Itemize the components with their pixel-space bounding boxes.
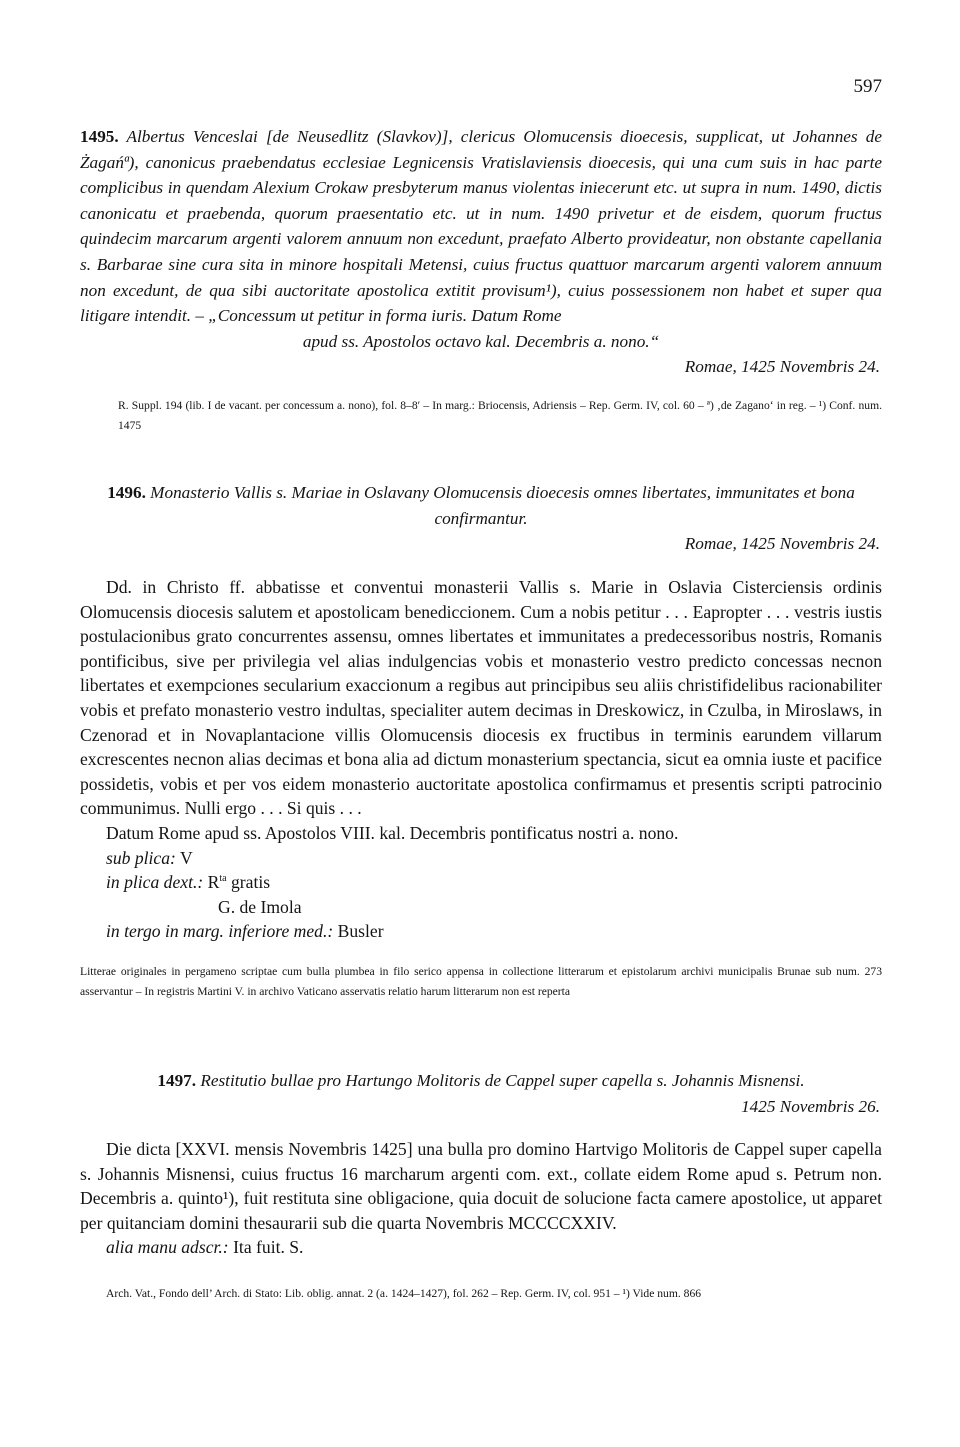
note-text: R. Suppl. 194 (lib. I de vacant. per concessum a. nono), fol. 8–8′ – In marg.: Briocensis, Adriensis – Rep. Germ. IV, col. 60 – ª) ‚de Zagano‘ in reg. – ¹) Conf. num. 1475 bbox=[118, 399, 882, 432]
body-text: Dd. in Christo ff. abbatisse et conventui monasterii Vallis s. Marie in Oslavia Cisterciensis ordinis Olomucensis diocesis salutem et apostolicam benediccionem. Cum a nobis petitur . . . Eapropter . . . vestris iustis postulacionibus grato concurrentes assensu, omnes libertates et immunitates a predecessoribus nostris, Romanis pontificibus, sive per privilegia vel alias indulgencias vobis et monasterio vestro predicto concessas necnon libertates et exempciones secularium exaccionum a regibus aut principibus seu aliis christifidelibus racionabiliter vobis et prefato monasterio vestro indultas, specialiter autem decimas in Dreskowicz, in Czulba, in Miroslaws, in Czenorad et in Novaplantacione villis Olomucensis diocesis ex fructibus in terminis earundem villarum excrescentes necnon alias decimas et bona alia ad dictum monasterium spectancia, sicut ea omnia iuste et pacifice possidetis, vobis et per vos eidem monasterio auctoritate apostolica confirmamus et presentis scripti patrocinio communimus. Nulli ergo . . . Si quis . . . bbox=[80, 577, 882, 819]
sub-plica-line bbox=[80, 846, 882, 871]
regest-text: Albertus Venceslai [de Neusedlitz (Slavkov)], clericus Olomucensis dioecesis, supplicat, ut Johannes de Żagańª), canonicus praebendatus ecclesiae Legnicensis Vratislaviensis dioecesis, qui una cum suis in hac parte complicibus in quendam Alexium Crokaw presbyterum manus violentas iniecerunt etc. ut supra in num. 1490, dictis canonicatu et praebenda, quorum praesentatio etc. ut in num. 1490 privetur et de eisdem, quorum fructus quindecim marcarum argenti valorem annuum non excedunt, praefato Alberto provideatur, non obstante capellania s. Barbarae sine cura sita in minore hospitali Metensi, cuius fructus quattuor marcarum argenti valorem annuum non excedunt, de qua sibi auctoritate apostolica extitit provisum¹), cuius possessionem non habet et super qua litigare intendit. – „Concessum ut petitur in forma iuris. Datum Rome bbox=[80, 127, 882, 326]
note-text: Litterae originales in pergameno scriptae cum bulla plumbea in filo serico appensa in collectione litterarum et epistolarum archivi municipalis Brunae sub num. 273 asservantur – In registris Martini V. in archivo Vaticano asservatis relatio harum litterarum non est reperta bbox=[80, 965, 882, 998]
regest-last-line: apud ss. Apostolos octavo kal. Decembris a. nono.“ bbox=[302, 331, 660, 351]
entry-1495 bbox=[80, 124, 882, 379]
entry-number: 1496. bbox=[107, 483, 146, 502]
note-text: Arch. Vat., Fondo dell’ Arch. di Stato: Lib. oblig. annat. 2 (a. 1424–1427), fol. 262 – Rep. Germ. IV, col. 951 – ¹) Vide num. 866 bbox=[106, 1287, 702, 1300]
regest-text: Restitutio bullae pro Hartungo Molitoris de Cappel super capella s. Johannis Misnensi. bbox=[200, 1071, 805, 1090]
alia-manu-line bbox=[80, 1235, 882, 1260]
in-plica-label: in plica dext.: bbox=[106, 872, 204, 893]
note-1497 bbox=[106, 1284, 882, 1304]
entry-number: 1497. bbox=[157, 1071, 197, 1090]
entry-number: 1495. bbox=[80, 127, 119, 146]
datum-line: Datum Rome apud ss. Apostolos VIII. kal. Decembris pontificatus nostri a. nono. bbox=[106, 822, 679, 843]
page-number: 597 bbox=[853, 76, 882, 97]
in-plica-value: R bbox=[207, 872, 220, 893]
regest-text: Monasterio Vallis s. Mariae in Oslavany Olomucensis dioecesis omnes libertates, immunitates et bona confirmantur. bbox=[150, 483, 855, 528]
in-tergo-value: Busler bbox=[337, 921, 384, 942]
date-line: Romae, 1425 Novembris 24. bbox=[684, 357, 880, 377]
date-line: Romae, 1425 Novembris 24. bbox=[684, 534, 880, 554]
date-line: 1425 Novembris 26. bbox=[741, 1096, 880, 1116]
sub-plica-label: sub plica: bbox=[106, 847, 176, 868]
in-tergo-line bbox=[80, 919, 882, 944]
signer-line: G. de Imola bbox=[218, 896, 302, 917]
body-text: Die dicta [XXVI. mensis Novembris 1425] una bulla pro domino Hartvigo Molitoris de Cappel super capella s. Johannis Misnensi, cuius fructus 16 marcharum argenti com. ext., collate eidem Rome apud s. Petrum non. Decembris a. quinto¹), fuit restituta sine obligacione, quia docuit de solucione facta camere apostolice, ut apparet per quitanciam domini thesaurarii sub die quarta Novembris MCCCCXXIV. bbox=[80, 1139, 882, 1233]
alia-manu-label: alia manu adscr.: bbox=[106, 1237, 229, 1258]
in-plica-sup: ta bbox=[219, 873, 227, 885]
body-1496 bbox=[80, 575, 882, 944]
entry-1497 bbox=[80, 1068, 882, 1119]
note-1495 bbox=[118, 396, 882, 436]
alia-manu-value: Ita fuit. S. bbox=[233, 1237, 304, 1258]
sub-plica-value: V bbox=[179, 847, 193, 868]
in-plica-line bbox=[80, 870, 882, 895]
entry-1496 bbox=[80, 480, 882, 556]
in-tergo-label: in tergo in marg. inferiore med.: bbox=[106, 921, 334, 942]
regest-1497 bbox=[80, 1068, 882, 1094]
body-1497 bbox=[80, 1137, 882, 1260]
note-1496 bbox=[80, 962, 882, 1002]
regest-1496 bbox=[80, 480, 882, 531]
in-plica-rest: gratis bbox=[226, 872, 271, 893]
regest-1495 bbox=[80, 124, 882, 329]
